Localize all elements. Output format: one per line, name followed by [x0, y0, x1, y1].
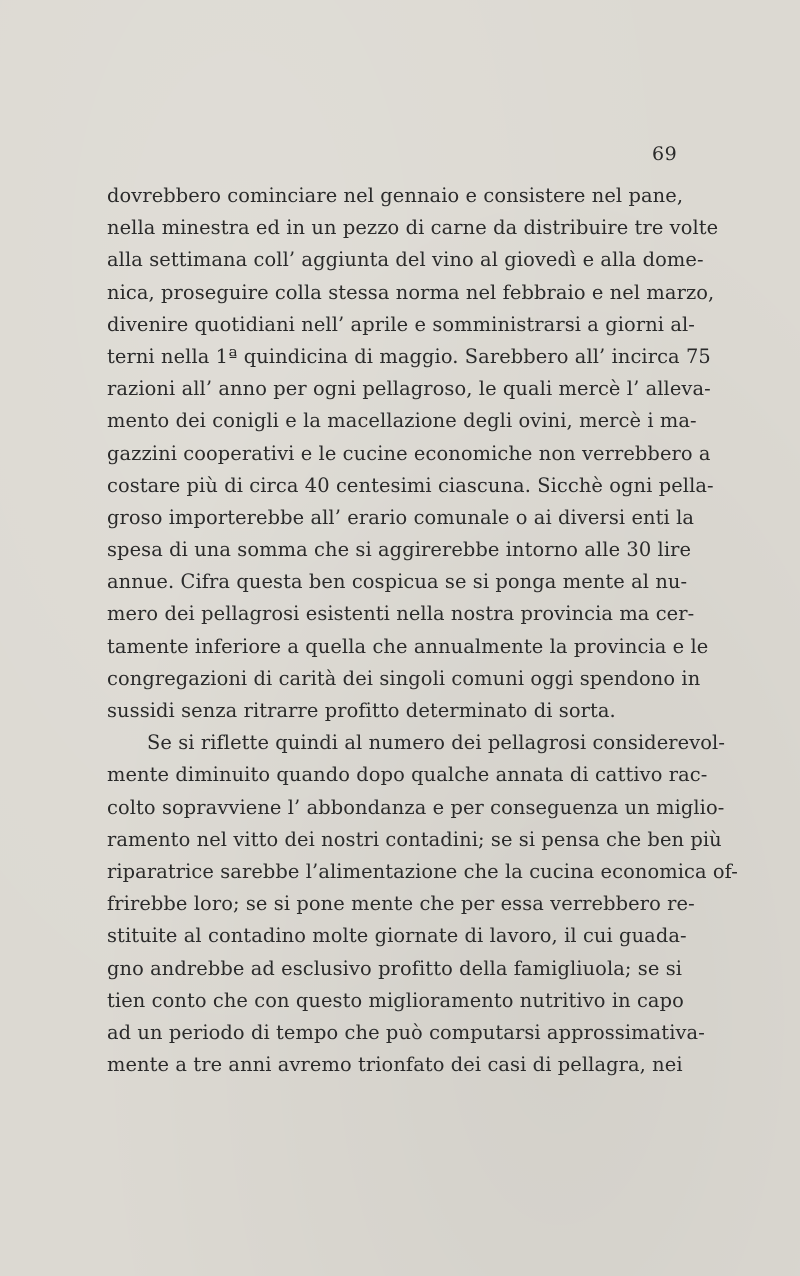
text-line: Se si riflette quindi al numero dei pellagrosi considerevol-	[147, 731, 725, 755]
text-line: annue. Cifra questa ben cospicua se si ponga mente al nu-	[107, 570, 688, 594]
text-line: mente a tre anni avremo trionfato dei casi di pellagra, nei	[107, 1053, 683, 1077]
text-line: ramento nel vitto dei nostri contadini; se si pensa che ben più	[107, 827, 722, 851]
text-line: groso importerebbe all’ erario comunale o ai diversi enti la	[107, 505, 695, 529]
text-line: dovrebbero cominciare nel gennaio e consistere nel pane,	[107, 184, 684, 207]
text-line: stituite al contadino molte giornate di lavoro, il cui guada-	[107, 924, 687, 948]
text-line: nella minestra ed in un pezzo di carne da distribuire tre volte	[107, 216, 719, 240]
text-line: alla settimana coll’ aggiunta del vino al giovedì e alla dome-	[107, 248, 704, 272]
text-line: frirebbe loro; se si pone mente che per essa verrebbero re-	[107, 892, 695, 916]
text-line: razioni all’ anno per ogni pellagroso, le quali mercè l’ alleva-	[107, 377, 711, 401]
text-line: divenire quotidiani nell’ aprile e somministrarsi a giorni al-	[107, 312, 695, 336]
text-line: terni nella 1ª quindicina di maggio. Sarebbero all’ incirca 75	[107, 344, 711, 368]
text-line: mento dei conigli e la macellazione degli ovini, mercè i ma-	[107, 409, 697, 433]
text-line: nica, proseguire colla stessa norma nel febbraio e nel marzo,	[107, 280, 715, 304]
text-line: ad un periodo di tempo che può computarsi approssimativa-	[107, 1020, 705, 1044]
body-text	[107, 180, 738, 1081]
text-line: tien conto che con questo miglioramento nutritivo in capo	[107, 988, 684, 1012]
text-line: colto sopravviene l’ abbondanza e per conseguenza un miglio-	[107, 795, 725, 819]
text-line: mero dei pellagrosi esistenti nella nostra provincia ma cer-	[107, 602, 695, 626]
text-line: gazzini cooperativi e le cucine economiche non verrebbero a	[107, 441, 711, 465]
text-line: gno andrebbe ad esclusivo profitto della famigliuola; se si	[107, 956, 683, 980]
text-line: tamente inferiore a quella che annualmente la provincia e le	[107, 634, 709, 658]
text-line: sussidi senza ritrarre profitto determinato di sorta.	[107, 699, 616, 722]
page-number: 69	[652, 143, 678, 165]
text-line: spesa di una somma che si aggirerebbe intorno alle 30 lire	[107, 538, 692, 562]
text-line: costare più di circa 40 centesimi ciascuna. Sicchè ogni pella-	[107, 473, 714, 497]
text-line: riparatrice sarebbe l’alimentazione che la cucina economica of-	[107, 859, 738, 883]
text-line: congregazioni di carità dei singoli comuni oggi spendono in	[107, 666, 701, 690]
text-line: mente diminuito quando dopo qualche annata di cattivo rac-	[107, 763, 708, 787]
